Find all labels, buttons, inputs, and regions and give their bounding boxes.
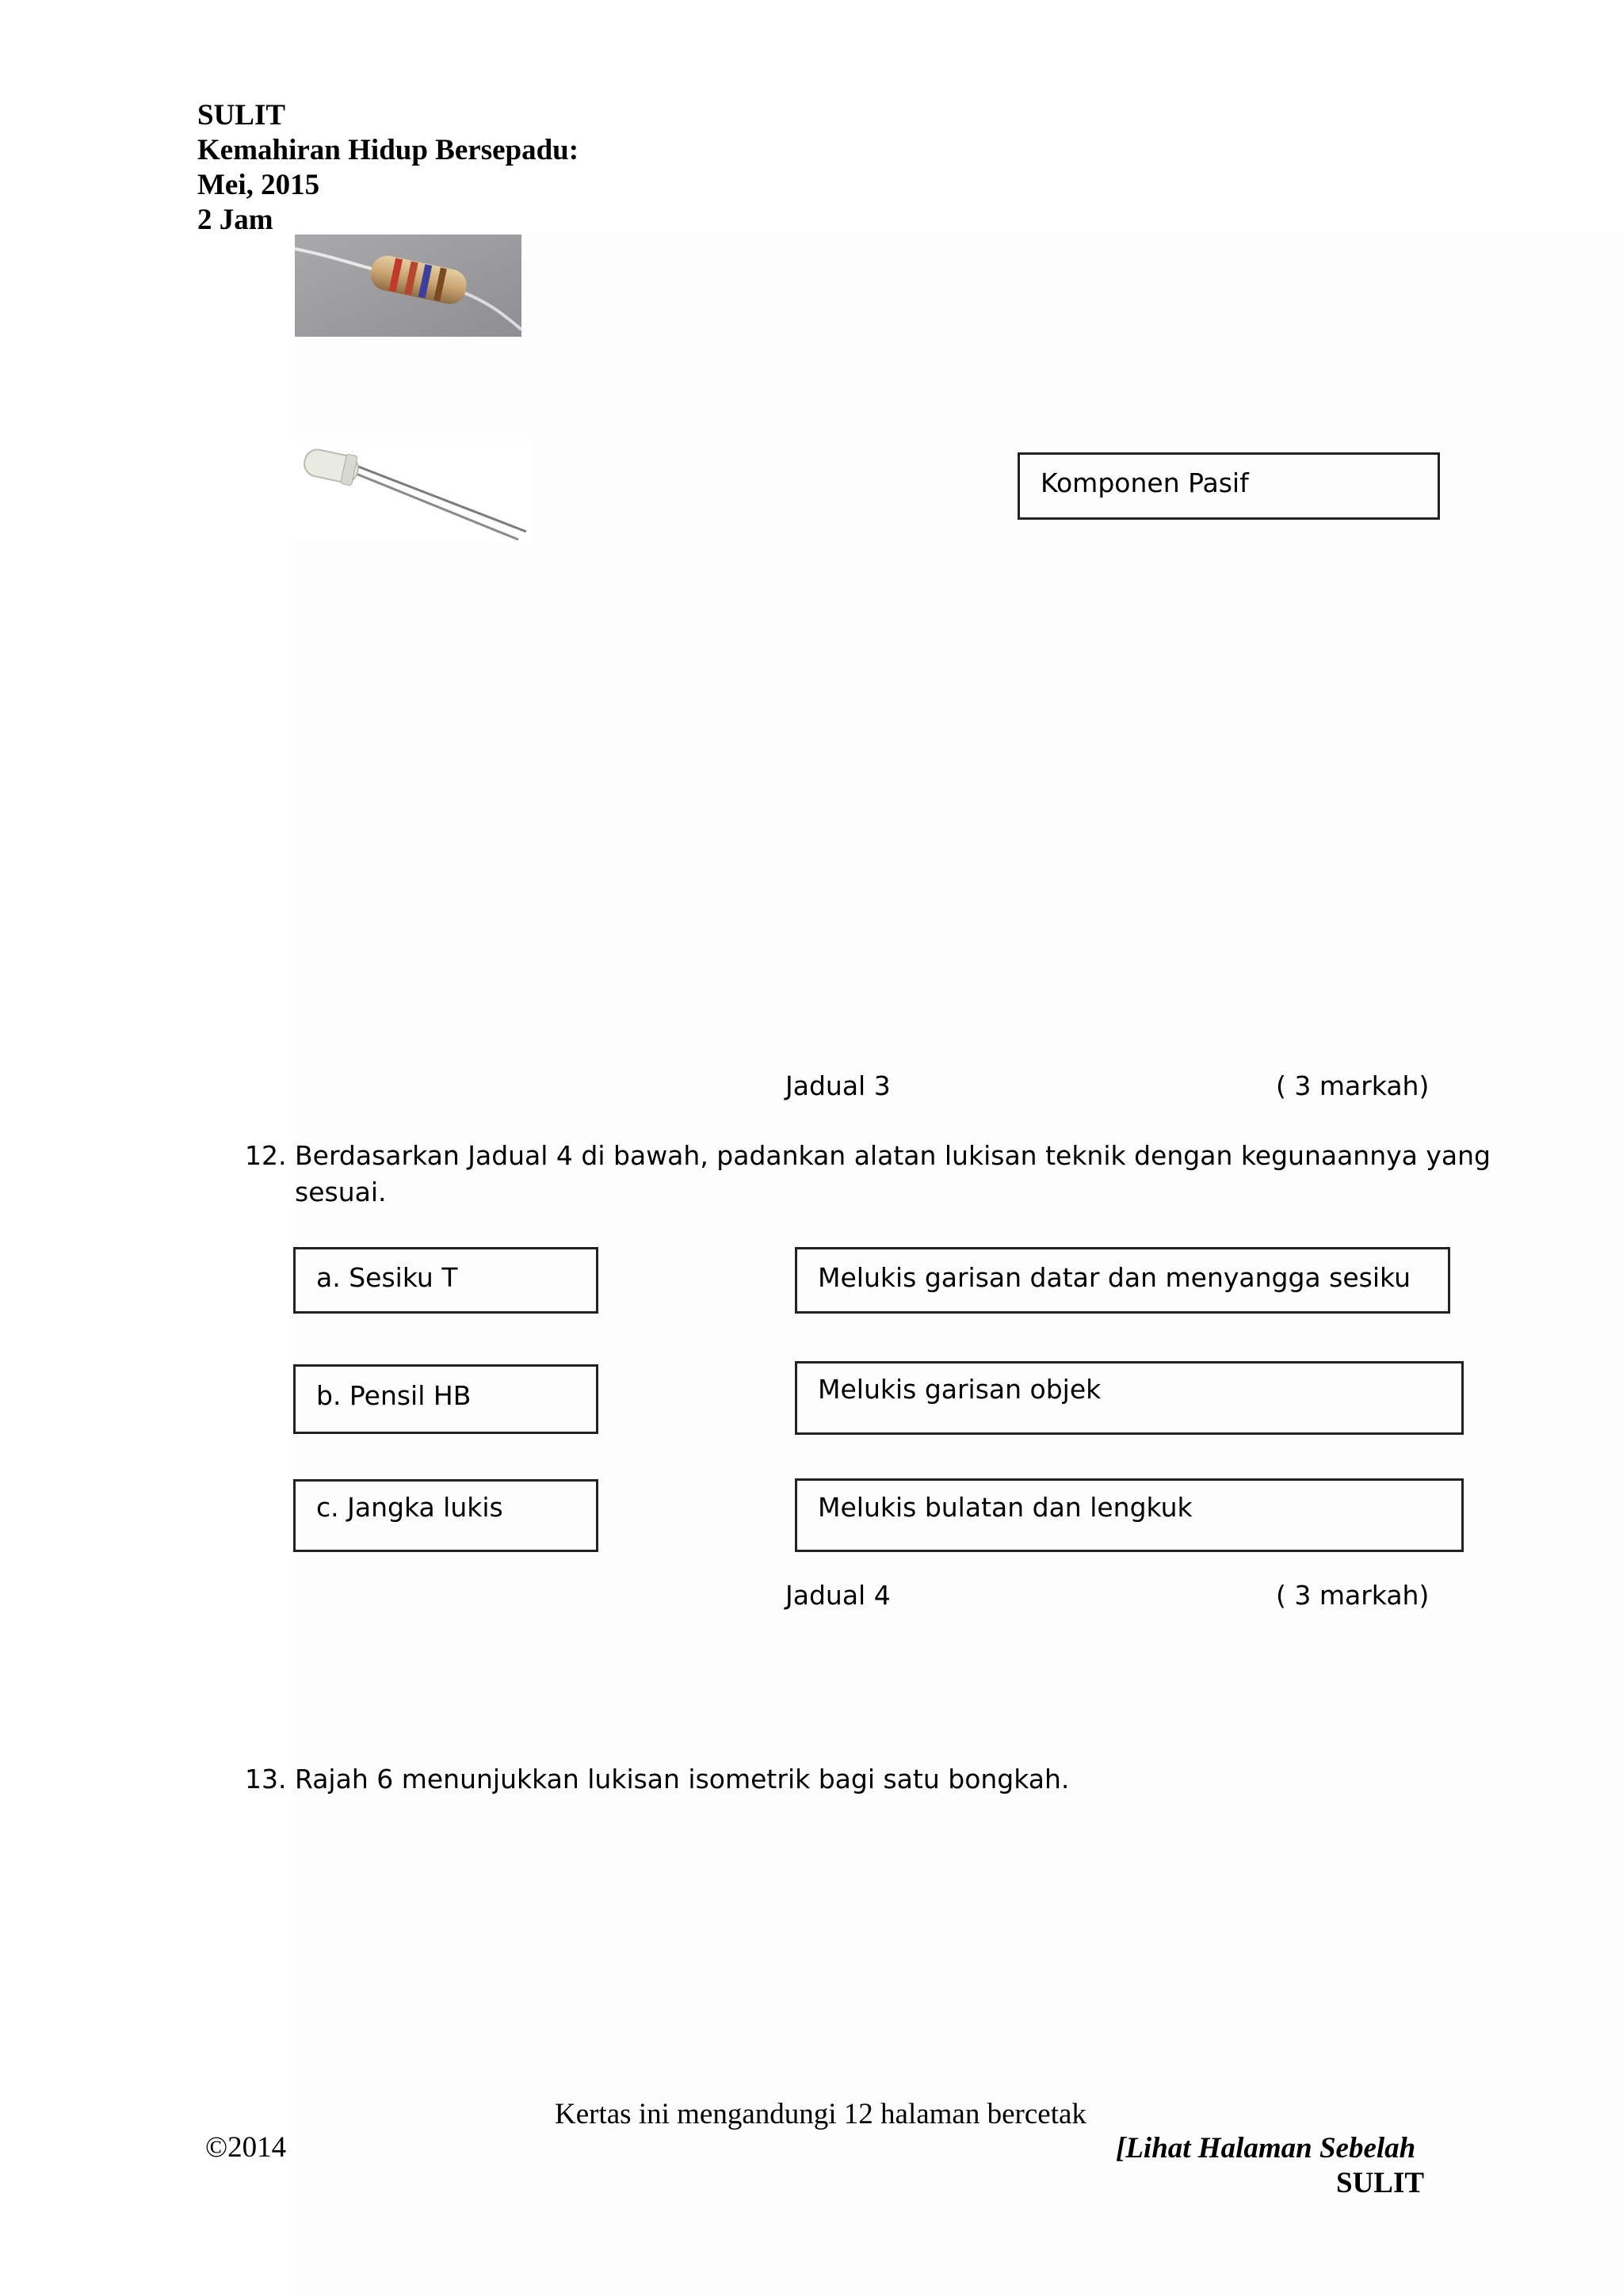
resistor-image xyxy=(295,235,521,337)
use-box-3: Melukis bulatan dan lengkuk xyxy=(795,1478,1464,1552)
header-duration: 2 Jam xyxy=(197,204,273,236)
footer-next-page: [Lihat Halaman Sebelah xyxy=(1116,2132,1416,2164)
led-image xyxy=(295,438,533,541)
table3-caption: Jadual 3 xyxy=(785,1070,891,1101)
footer-sulit: SULIT xyxy=(1336,2167,1425,2199)
q12-number: 12. xyxy=(245,1140,287,1171)
use-box-1: Melukis garisan datar dan menyangga sesiku xyxy=(795,1247,1450,1314)
header-date: Mei, 2015 xyxy=(197,169,320,201)
q12-text-line2: sesuai. xyxy=(295,1177,387,1207)
use-box-2: Melukis garisan objek xyxy=(795,1361,1464,1435)
table3-marks: ( 3 markah) xyxy=(1276,1070,1430,1101)
passive-component-box: Komponen Pasif xyxy=(1018,452,1440,520)
tool-box-c: c. Jangka lukis xyxy=(293,1479,598,1552)
header-subject: Kemahiran Hidup Bersepadu: xyxy=(197,134,579,166)
q12-text-line1: Berdasarkan Jadual 4 di bawah, padankan alatan lukisan teknik dengan kegunaannya yang xyxy=(295,1140,1491,1171)
table4-marks: ( 3 markah) xyxy=(1276,1580,1430,1611)
header-sulit: SULIT xyxy=(197,99,286,132)
tool-box-a: a. Sesiku T xyxy=(293,1247,598,1314)
q13-number: 13. xyxy=(245,1764,287,1794)
table4-caption: Jadual 4 xyxy=(785,1580,891,1611)
document-header xyxy=(197,98,579,238)
tool-box-b: b. Pensil HB xyxy=(293,1364,598,1434)
footer-copyright: ©2014 xyxy=(205,2131,287,2164)
q13-text: Rajah 6 menunjukkan lukisan isometrik bagi satu bongkah. xyxy=(295,1764,1070,1794)
footer-pages-note: Kertas ini mengandungi 12 halaman bercetak xyxy=(555,2098,1086,2130)
